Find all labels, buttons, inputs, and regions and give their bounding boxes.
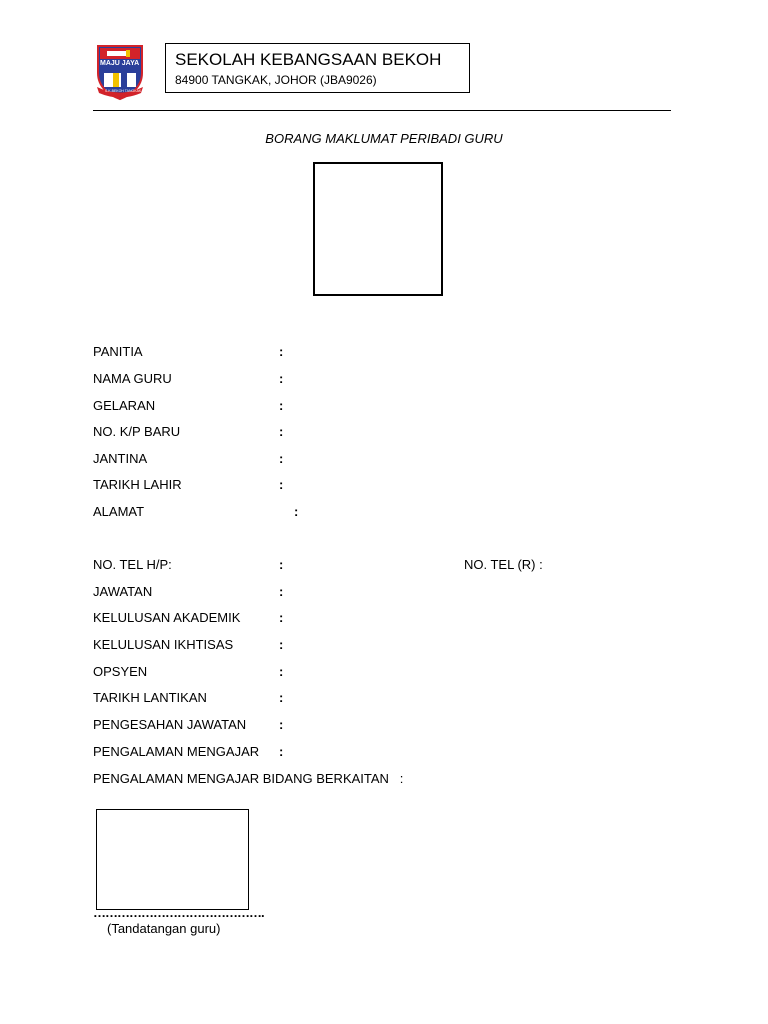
field-colon: : bbox=[279, 557, 284, 572]
signature-caption: (Tandatangan guru) bbox=[107, 921, 221, 936]
field-label-opsyen: OPSYEN bbox=[93, 664, 148, 679]
field-colon: : bbox=[294, 504, 299, 519]
field-label-tarikh-lantikan: TARIKH LANTIKAN bbox=[93, 690, 207, 705]
field-label-panitia: PANITIA bbox=[93, 344, 143, 359]
field-label-kelulusan-ikhtisas: KELULUSAN IKHTISAS bbox=[93, 637, 234, 652]
field-colon: : bbox=[279, 371, 284, 386]
school-address: 84900 TANGKAK, JOHOR (JBA9026) bbox=[175, 73, 377, 87]
form-title: BORANG MAKLUMAT PERIBADI GURU bbox=[265, 131, 503, 146]
field-label-nama-guru: NAMA GURU bbox=[93, 371, 172, 386]
field-label-pengalaman-mengajar: PENGALAMAN MENGAJAR bbox=[93, 744, 260, 759]
field-colon: : bbox=[279, 610, 284, 625]
field-label-tarikh-lahir: TARIKH LAHIR bbox=[93, 477, 182, 492]
signature-box bbox=[96, 809, 249, 910]
field-colon: : bbox=[279, 744, 284, 759]
field-colon: : bbox=[279, 664, 284, 679]
field-label-pengalaman-bidang-berkaitan: PENGALAMAN MENGAJAR BIDANG BERKAITAN : bbox=[93, 771, 404, 786]
school-header-box bbox=[165, 43, 470, 93]
school-name: SEKOLAH KEBANGSAAN BEKOH bbox=[175, 50, 442, 69]
field-colon: : bbox=[279, 344, 284, 359]
signature-line: ……………………………………. bbox=[93, 905, 264, 920]
crest-motto: MAJU JAYA bbox=[100, 60, 140, 67]
field-label-pengesahan-jawatan: PENGESAHAN JAWATAN bbox=[93, 717, 247, 732]
crest-ribbon-text: S.K.BEKOH TANGKAK bbox=[105, 89, 142, 93]
field-colon: : bbox=[279, 398, 284, 413]
field-colon: : bbox=[279, 717, 284, 732]
field-label-alamat: ALAMAT bbox=[93, 504, 145, 519]
field-label-gelaran: GELARAN bbox=[93, 398, 156, 413]
school-crest-icon bbox=[95, 43, 145, 101]
field-colon: : bbox=[279, 477, 284, 492]
field-label-kelulusan-akademik: KELULUSAN AKADEMIK bbox=[93, 610, 241, 625]
field-label-no-kp-baru: NO. K/P BARU bbox=[93, 424, 181, 439]
field-label-jawatan: JAWATAN bbox=[93, 584, 153, 599]
field-colon: : bbox=[279, 424, 284, 439]
field-label-jantina: JANTINA bbox=[93, 451, 148, 466]
field-colon: : bbox=[279, 451, 284, 466]
field-label-no-tel-rumah: NO. TEL (R) : bbox=[464, 557, 543, 572]
header-divider bbox=[93, 110, 671, 111]
field-colon: : bbox=[279, 637, 284, 652]
photo-box bbox=[313, 162, 443, 296]
field-colon: : bbox=[279, 690, 284, 705]
field-colon: : bbox=[279, 584, 284, 599]
field-label-no-tel-hp: NO. TEL H/P: bbox=[93, 557, 172, 572]
